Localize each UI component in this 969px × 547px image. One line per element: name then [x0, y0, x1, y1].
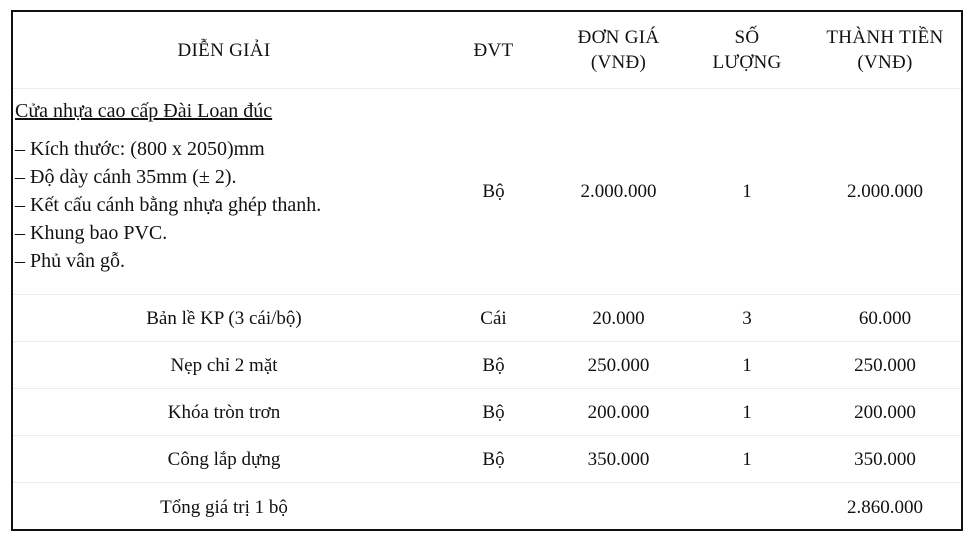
- row-total: 60.000: [809, 295, 961, 342]
- main-item-spec-line: – Phủ vân gỗ.: [15, 250, 125, 272]
- summary-label: Tổng giá trị 1 bộ: [13, 483, 435, 532]
- row-qty: 1: [685, 436, 809, 483]
- summary-empty-cell: [685, 483, 809, 532]
- header-total-line2: (VNĐ): [857, 52, 913, 73]
- price-table: [13, 12, 961, 531]
- main-item-total: 2.000.000: [809, 89, 961, 295]
- row-qty: 1: [685, 342, 809, 389]
- header-unit: [435, 12, 552, 89]
- row-unit: Cái: [435, 295, 552, 342]
- row-unit: Bộ: [435, 342, 552, 389]
- row-qty: 3: [685, 295, 809, 342]
- row-unit: Bộ: [435, 436, 552, 483]
- header-total: [809, 12, 961, 89]
- main-item-spec-line: – Kích thước: (800 x 2050)mm: [15, 138, 265, 160]
- summary-total: 2.860.000: [809, 483, 961, 532]
- row-price: 200.000: [552, 389, 685, 436]
- row-price: 350.000: [552, 436, 685, 483]
- main-item-spec-line: – Độ dày cánh 35mm (± 2).: [15, 166, 237, 188]
- table-row: [13, 295, 961, 342]
- row-desc: Bản lề KP (3 cái/bộ): [13, 295, 435, 342]
- main-item-spec-line: – Kết cấu cánh bằng nhựa ghép thanh.: [15, 194, 322, 216]
- row-unit: Bộ: [435, 389, 552, 436]
- header-total-line1: THÀNH TIỀN: [826, 27, 944, 48]
- row-total: 250.000: [809, 342, 961, 389]
- header-qty: [685, 12, 809, 89]
- row-qty: 1: [685, 389, 809, 436]
- main-item-price: 2.000.000: [552, 89, 685, 295]
- row-desc: Công lắp dựng: [13, 436, 435, 483]
- row-total: 350.000: [809, 436, 961, 483]
- summary-empty-cell: [552, 483, 685, 532]
- header-qty-line1: SỐ: [734, 27, 760, 48]
- header-price: [552, 12, 685, 89]
- table-row: [13, 436, 961, 483]
- table-row: [13, 389, 961, 436]
- main-item-title: Cửa nhựa cao cấp Đài Loan đúc: [15, 100, 273, 122]
- table-row-main-item: [13, 89, 961, 295]
- header-price-line1: ĐƠN GIÁ: [577, 27, 660, 48]
- row-price: 250.000: [552, 342, 685, 389]
- row-total: 200.000: [809, 389, 961, 436]
- header-price-line2: (VNĐ): [590, 52, 647, 73]
- row-price: 20.000: [552, 295, 685, 342]
- price-table-frame: [11, 10, 963, 531]
- header-desc: [13, 12, 435, 89]
- table-header-row: [13, 12, 961, 89]
- main-item-qty: 1: [685, 89, 809, 295]
- main-item-spec-line: – Khung bao PVC.: [15, 222, 168, 244]
- main-item-unit: Bộ: [435, 89, 552, 295]
- header-unit-label: ĐVT: [473, 39, 514, 61]
- header-desc-label: DIỄN GIẢI: [177, 39, 271, 61]
- row-desc: Nẹp chỉ 2 mặt: [13, 342, 435, 389]
- main-item-description: [13, 89, 435, 295]
- summary-empty-cell: [435, 483, 552, 532]
- table-row: [13, 342, 961, 389]
- table-row-summary: [13, 483, 961, 532]
- row-desc: Khóa tròn trơn: [13, 389, 435, 436]
- header-qty-line2: LƯỢNG: [712, 52, 782, 73]
